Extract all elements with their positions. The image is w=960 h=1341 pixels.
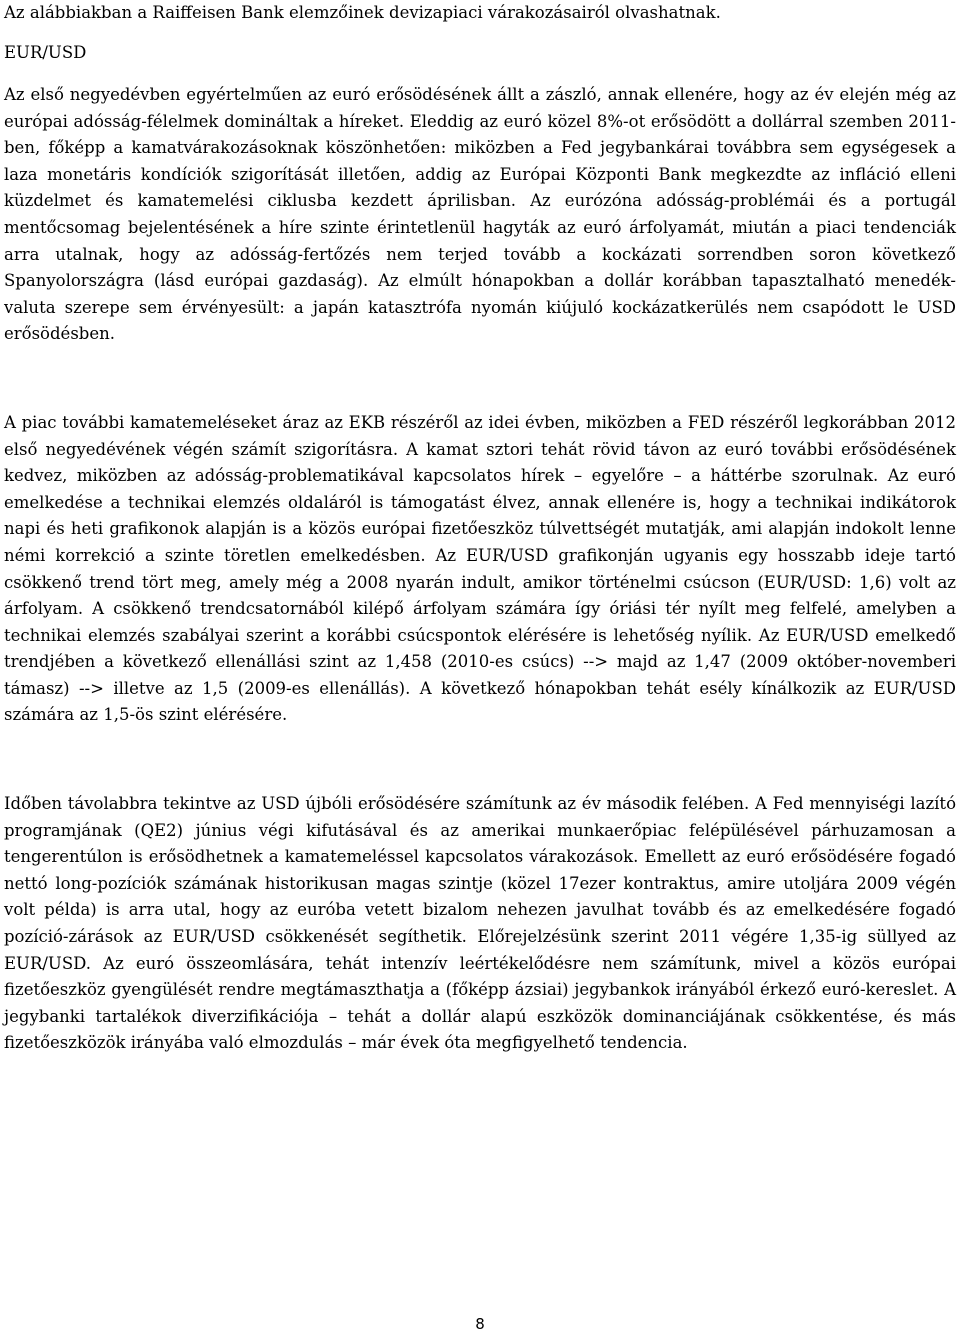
paragraph-3: Időben távolabbra tekintve az USD újbóli erősödésére számítunk az év második felében. A Fed mennyiségi lazító programjának (QE2) június végi kifutásával és az amerikai munkaerőpiac felépülésével párhuzamosan a tengerentúlon is erősödhetnek a kamatemeléssel kapcsolatos várakozások. Emellett az euró erősödésére fogadó nettó long-pozíciók számának historikusan magas szintje (közel 17ezer kontraktus, amire utoljára 2009 végén volt példa) is arra utal, hogy az euróba vetett bizalom nehezen javulhat tovább és az emelkedésére fogadó pozíció-zárások az EUR/USD csökkenését segíthetik. Előrejelzésünk szerint 2011 végére 1,35-ig süllyed az EUR/USD. Az euró összeomlására, tehát intenzív leértékelődésre nem számítunk, mivel a közös európai fizetőeszköz gyengülését rendre megtámaszthatja a (főképp ázsiai) jegybankok irányából érkező euró-kereslet. A jegybanki tartalékok diverzifikációja – tehát a dollár alapú eszközök dominanciájának csökkentése, és más fizetőeszközök irányába való elmozdulás – már évek óta megfigyelhető tendencia. — [4, 794, 956, 1053]
document-page — [4, 0, 956, 1057]
intro-line: Az alábbiakban a Raiffeisen Bank elemzőinek devizapiaci várakozásairól olvashatnak. — [4, 3, 721, 22]
paragraph-1: Az első negyedévben egyértelműen az euró erősödésének állt a zászló, annak ellenére, hogy az év elején még az európai adósság-félelmek domináltak a híreket. Eleddig az euró közel 8%-ot erősödött a dollárral szemben 2011-ben, főképp a kamatvárakozásoknak köszönhetően: miközben a Fed jegybankárai továbbra sem egységesek a laza monetáris kondíciók szigorítását illetően, addig az Európai Központi Bank megkezdte az infláció elleni küzdelmet és kamatemelési ciklusba kezdett áprilisban. Az eurózóna adósság-problémái és a portugál mentőcsomag bejelentésének a híre szinte érintetlenül hagyták az euró árfolyamát, miután a piaci tendenciák arra utalnak, hogy az adósság-fertőzés nem terjed tovább a kockázati sorrendben soron következő Spanyolországra (lásd európai gazdaság). Az elmúlt hónapokban a dollár korábban tapasztalható menedék-valuta szerepe sem érvényesült: a japán katasztrófa nyomán kiújuló kockázatkerülés nem csapódott le USD erősödésben. — [4, 85, 956, 344]
paragraph-2: A piac további kamatemeléseket áraz az EKB részéről az idei évben, miközben a FED részéről legkorábban 2012 első negyedévének végén számít szigorításra. A kamat sztori tehát rövid távon az euró további erősödésének kedvez, miközben az adósság-problematikával kapcsolatos hírek – egyelőre – a háttérbe szorulnak. Az euró emelkedése a technikai elemzés oldaláról is támogatást élvez, annak ellenére is, hogy a technikai indikátorok napi és heti grafikonok alapján is a közös európai fizetőeszköz túlvettségét mutatják, ami alapján indokolt lenne némi korrekció a szinte töretlen emelkedésben. Az EUR/USD grafikonján ugyanis egy hosszabb ideje tartó csökkenő trend tört meg, amely még a 2008 nyarán indult, amikor történelmi csúcson (EUR/USD: 1,6) volt az árfolyam. A csökkenő trendcsatornából kilépő árfolyam számára így óriási tér nyílt meg felfelé, amelyben a technikai elemzés szabályai szerint a korábbi csúcspontok elérésére is lehetőség nyílik. Az EUR/USD emelkedő trendjében a következő ellenállási szint az 1,458 (2010-es csúcs) --> majd az 1,47 (2009 október-novemberi támasz) --> illetve az 1,5 (2009-es ellenállás). A következő hónapokban tehát esély kínálkozik az EUR/USD számára az 1,5-ös szint elérésére. — [4, 412, 956, 725]
section-heading-eur-usd: EUR/USD — [4, 43, 87, 62]
page-number: 8 — [475, 1315, 485, 1333]
